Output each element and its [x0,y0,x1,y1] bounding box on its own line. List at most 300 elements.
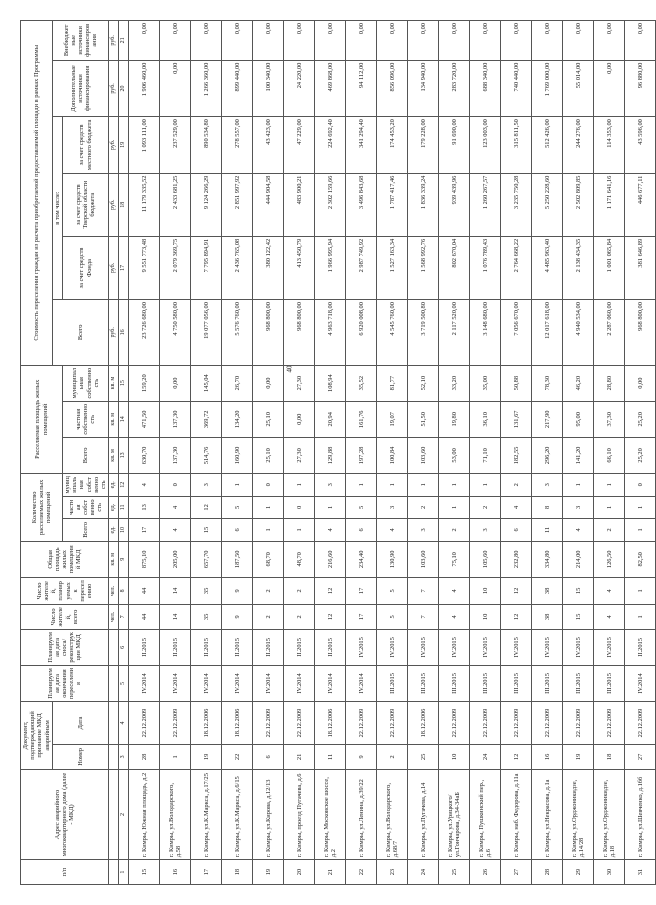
table-cell: 2 851 997,92 [222,173,253,236]
table-cell: 28 [129,744,160,769]
table-cell: 234,40 [346,541,377,577]
table-cell: 6 [346,519,377,542]
table-cell: 44 [129,604,160,629]
table-cell: 22.12.2009 [625,702,656,745]
table-cell: 3 [408,519,439,542]
table-cell: 4 [501,496,532,519]
table-cell: 381 646,89 [625,236,656,299]
table-cell: IV.2015 [501,629,532,665]
table-cell: 2 [253,577,284,604]
table-cell: 182,55 [501,437,532,473]
table-cell: 12 [501,604,532,629]
table-cell: 105,60 [470,541,501,577]
table-cell: 21 [284,744,315,769]
table-cell: 126,50 [594,541,625,577]
table-cell: 334,80 [532,541,563,577]
table-cell: 471,50 [129,401,160,437]
table-cell: 296,20 [532,437,563,473]
unit-cell [109,769,119,859]
table-cell: III.2015 [563,665,594,701]
table-cell: 0,00 [222,21,253,61]
table-cell: 2 [377,744,408,769]
table-cell: 939 439,96 [439,173,470,236]
table-cell: 1 527 163,34 [377,236,408,299]
table-cell: 22.12.2009 [594,702,625,745]
table-cell: 26 [470,860,501,885]
table-cell: 25,20 [625,437,656,473]
table-cell: 0,00 [346,21,377,61]
column-number-cell: 9 [119,541,129,577]
table-cell: 0 [253,473,284,496]
table-cell: 187,50 [222,541,253,577]
table-cell: 3 148 680,00 [470,300,501,366]
table-cell: 2 [284,604,315,629]
table-cell: 10 [439,744,470,769]
cost-incl-header: в том числе: [52,117,62,300]
table-cell: 22.12.2009 [501,702,532,745]
table-cell: 25,20 [625,401,656,437]
column-number-cell: 2 [119,769,129,859]
table-cell: 22.12.2009 [470,702,501,745]
table-cell: 0,00 [129,21,160,61]
table-cell: г. Кимры, ул.Шевченко, д.1бб [625,769,656,859]
table-cell: 3 [377,496,408,519]
table-cell: 55 014,00 [563,60,594,116]
table-cell: 0,00 [594,21,625,61]
table-cell: 2 138 434,35 [563,236,594,299]
table-cell: IV.2014 [284,665,315,701]
pp-header: п/п [21,860,109,885]
table-cell: 19 [563,744,594,769]
table-cell: 81,77 [377,365,408,401]
table-cell: 4 [129,473,160,496]
table-cell: IV.2015 [377,629,408,665]
column-number-cell: 7 [119,604,129,629]
table-cell: 1 [625,604,656,629]
table-cell: 4 545 760,00 [377,300,408,366]
table-cell: 20,94 [315,401,346,437]
table-cell: IV.2014 [625,665,656,701]
table-cell: 4 [594,577,625,604]
table-cell: IV.2014 [315,665,346,701]
table-cell: 75,10 [439,541,470,577]
table-cell: 100 340,00 [253,60,284,116]
unit-cell: ед. [109,519,119,542]
table-cell: 48,70 [284,541,315,577]
table-cell: 14 [160,577,191,604]
table-cell: 22.12.2009 [346,702,377,745]
table-cell: 19,07 [377,401,408,437]
column-number-cell: 5 [119,665,129,701]
table-cell: 6 920 008,00 [346,300,377,366]
table-cell: 0 [284,496,315,519]
table-cell: 15 [191,519,222,542]
table-cell: 2 764 668,22 [501,236,532,299]
table-cell: 1 [160,744,191,769]
table-cell: 71,10 [470,437,501,473]
table-cell: II.2015 [222,629,253,665]
table-cell: 78,30 [532,365,563,401]
table-cell: 2 287 060,00 [594,300,625,366]
table-cell: 315 811,50 [501,117,532,173]
table-cell: 278 557,00 [222,117,253,173]
table-cell: 25,10 [253,437,284,473]
column-number-cell: 20 [119,60,129,116]
table-cell: 51,50 [408,401,439,437]
table-cell: 38 [532,604,563,629]
table-cell: 1 093 111,00 [129,117,160,173]
table-cell: 0,00 [160,365,191,401]
table-cell: 2 502 809,85 [563,173,594,236]
table-cell: 1 836 339,24 [408,173,439,236]
table-cell: IV.2014 [191,665,222,701]
table-cell: 968 800,00 [625,300,656,366]
table-row [532,21,563,885]
table-cell: 12 [191,496,222,519]
table-cell: 35 [191,604,222,629]
table-cell: 13 [129,496,160,519]
table-cell: 4 [439,577,470,604]
table-cell: 17 [191,860,222,885]
table-cell: 1 [408,473,439,496]
table-cell: 5 [346,496,377,519]
column-number-cell: 21 [119,21,129,61]
table-cell: 8 [532,496,563,519]
table-cell: 14 [160,604,191,629]
table-cell: 23 726 680,00 [129,300,160,366]
column-number-cell: 18 [119,173,129,236]
table-cell: III.2015 [408,665,439,701]
unit-cell: руб. [109,60,119,116]
table-cell: г. Кимры, Пушкинский пер., д.6 [470,769,501,859]
table-row [315,21,346,885]
table-row [377,21,408,885]
column-number-cell: 8 [119,577,129,604]
table-cell: 514,76 [191,437,222,473]
table-cell: 3 496 843,68 [346,173,377,236]
table-cell: 12 [501,577,532,604]
doc-header: Документ, подтверждающий признание МКД аварийным [21,702,53,770]
table-cell: 3 [563,496,594,519]
table-cell: 197,28 [346,437,377,473]
table-cell: 1 [563,473,594,496]
table-cell: IV.2014 [160,665,191,701]
unit-cell: ед. [109,496,119,519]
table-cell: 19 [253,860,284,885]
table-cell: 5 [377,577,408,604]
table-cell: 66,10 [594,437,625,473]
table-cell: г. Кимры, ул.К.Маркса, д.6/15 [222,769,253,859]
table-cell: 28 [532,860,563,885]
column-number-cell: 12 [119,473,129,496]
table-cell: 114 353,00 [594,117,625,173]
table-cell: г. Кимры, ул.Урицкого/ул.Гончарова, д.34-34аБ [439,769,470,859]
table-cell: 129,88 [315,437,346,473]
table-cell: 7 [408,577,439,604]
table-cell: III.2015 [470,665,501,701]
table-cell: 1 260 267,57 [470,173,501,236]
table-cell: 134 940,00 [408,60,439,116]
table-cell: 27,30 [284,365,315,401]
table-cell: 7 795 894,91 [191,236,222,299]
table-cell: 27 [625,744,656,769]
table-cell: IV.2014 [129,665,160,701]
table-cell: IV.2015 [563,629,594,665]
table-row [408,21,439,885]
table-cell: 0,00 [594,60,625,116]
unit-cell [109,629,119,665]
table-cell: 2 [439,519,470,542]
unit-cell: руб. [109,117,119,173]
table-cell: 50,88 [501,365,532,401]
table-cell: II.2015 [284,629,315,665]
table-cell: 35,00 [470,365,501,401]
table-cell: 6 [501,519,532,542]
table-cell: 413 450,79 [284,236,315,299]
table-cell: 2 117 520,00 [439,300,470,366]
table-cell: 18.12.2006 [222,702,253,745]
unit-cell: кв. м [109,365,119,401]
unit-cell: кв. м [109,401,119,437]
table-cell: 341 294,40 [346,117,377,173]
table-cell: 43 596,00 [625,117,656,173]
table-cell: 103,60 [408,541,439,577]
table-cell: 22.12.2009 [377,702,408,745]
table-cell: г. Кимры, ул.К.Маркса, д.17/25 [191,769,222,859]
table-cell: 1 [625,577,656,604]
table-cell: 46,20 [563,365,594,401]
table-cell: г. Кимры, ул.Кирова, д.12/13 [253,769,284,859]
table-cell: 4 940 534,00 [563,300,594,366]
table-cell: г. Кимры, наб. Федорова, д.11а [501,769,532,859]
table-cell: 237 529,00 [160,117,191,173]
resettlement-table [20,20,656,885]
column-number-cell: 10 [119,519,129,542]
table-cell: 968 800,00 [284,300,315,366]
table-cell: 3 [470,519,501,542]
address-header: Адрес аварийного многоквартирного дома (далее - МКД) [21,769,109,859]
table-cell: 5 [222,496,253,519]
table-cell: 657,70 [191,541,222,577]
table-cell: 91 690,00 [439,117,470,173]
table-cell: 244 276,00 [563,117,594,173]
column-number-cell: 11 [119,496,129,519]
additional-header: Дополнительные источники финансирования [52,60,108,116]
table-cell: 18.12.2006 [191,702,222,745]
table-cell: 131,67 [501,401,532,437]
table-cell: 37,30 [594,401,625,437]
table-cell: 890 534,80 [191,117,222,173]
column-number-cell: 14 [119,401,129,437]
table-cell: 483 900,21 [284,173,315,236]
table-cell: 23 [377,860,408,885]
table-cell: 174 453,20 [377,117,408,173]
table-cell: 137,30 [160,437,191,473]
table-cell: 137,30 [160,401,191,437]
unit-cell: чел. [109,577,119,604]
table-cell: 4 [315,519,346,542]
table-cell: 1 [253,519,284,542]
table-cell: 444 904,58 [253,173,284,236]
table-cell: 0,00 [439,21,470,61]
table-cell: 2 433 681,25 [160,173,191,236]
table-cell: 2 302 159,66 [315,173,346,236]
table-cell: 36,10 [470,401,501,437]
table-cell: 22 [222,744,253,769]
table-cell: 1 [439,473,470,496]
table-cell: 19 [191,744,222,769]
table-cell: 22.12.2009 [284,702,315,745]
table-cell: 216,60 [315,541,346,577]
table-cell: IV.2015 [470,629,501,665]
table-cell: 4 963 718,00 [315,300,346,366]
table-cell: 2 [284,577,315,604]
table-row [346,21,377,885]
table-cell: 0,00 [532,21,563,61]
table-cell: 0 [625,473,656,496]
table-cell: 899 440,00 [222,60,253,116]
table-cell: 1 [377,473,408,496]
table-cell: 205,00 [160,541,191,577]
table-cell: 18 [222,860,253,885]
table-cell: 1 [625,519,656,542]
table-cell: 0,00 [253,21,284,61]
table-row [594,21,625,885]
table-cell: 4 [594,604,625,629]
table-cell: 9 [222,604,253,629]
table-cell: 3 719 500,80 [408,300,439,366]
planned-resettle-header: Планируемая дата окончания переселения [21,665,109,701]
count-total-header: Всего [63,519,109,542]
table-cell: 100,84 [377,437,408,473]
table-cell: 2 079 369,75 [160,236,191,299]
table-row [253,21,284,885]
table-cell: 10 [470,577,501,604]
table-cell: г. Кимры, ул.Некрасова, д.1а [532,769,563,859]
table-cell: 214,00 [563,541,594,577]
table-cell: 15 [129,860,160,885]
table-cell: 630,70 [129,437,160,473]
table-cell: 134,20 [222,401,253,437]
table-cell: г. Кимры, ул.Орджоникидзе, д.18 [594,769,625,859]
table-cell: 12 [315,577,346,604]
table-cell: IV.2015 [532,629,563,665]
total-area-header: Общая площадь жилых помещений МКД [21,541,109,577]
area-municipal-header: муниципальная собственность [63,365,109,401]
table-cell: 380 122,42 [253,236,284,299]
table-cell: 123 003,00 [470,117,501,173]
area-total-header: Всего [63,437,109,473]
table-cell: 15 [563,577,594,604]
table-cell: 7 [408,604,439,629]
extrabudget-header: Внебюджетные источники финансирования [52,21,108,61]
table-cell: 10 [470,604,501,629]
unit-cell: руб. [109,300,119,366]
table-cell: III.2015 [439,665,470,701]
table-cell: 1 [594,496,625,519]
table-cell: 5 576 760,00 [222,300,253,366]
table-cell: 1 [222,473,253,496]
table-cell: 47 229,00 [284,117,315,173]
table-cell: 96 880,00 [625,60,656,116]
table-cell: 35 [191,577,222,604]
table-cell: г. Кимры, ул.Володарского, д.68/7 [377,769,408,859]
table-cell: 0,00 [160,21,191,61]
fund-header: за счет средств Фонда [63,236,109,299]
table-cell: 4 750 580,00 [160,300,191,366]
table-cell: 856 096,00 [377,60,408,116]
table-cell: 4 485 963,40 [532,236,563,299]
table-cell: 11 [532,519,563,542]
unit-cell [109,744,119,769]
table-row [439,21,470,885]
table-cell: 369,72 [191,401,222,437]
table-cell: г. Кимры, Московское шоссе, д.2 [315,769,346,859]
table-cell: 446 677,11 [625,173,656,236]
table-cell: 11 179 335,52 [129,173,160,236]
table-cell: 25 [439,860,470,885]
table-cell: II.2015 [625,629,656,665]
column-number-cell: 6 [119,629,129,665]
table-cell: 179 228,00 [408,117,439,173]
table-cell: 9 [346,744,377,769]
table-cell: 17 [129,519,160,542]
table-cell: 0,00 [160,60,191,116]
table-cell: 11 [315,744,346,769]
table-cell: 3 235 750,28 [501,173,532,236]
table-cell: 18.12.2006 [315,702,346,745]
table-row [129,21,160,885]
local-header: за счет средств местного бюджета [63,117,109,173]
table-cell: 1 906 460,00 [129,60,160,116]
table-cell: 19,80 [439,401,470,437]
table-cell: IV.2015 [346,629,377,665]
table-cell: 1 [315,496,346,519]
column-number-cell: 16 [119,300,129,366]
table-cell: 283 720,00 [439,60,470,116]
table-cell: г. Кимры, ул.Орджоникидзе, д.14/28 [563,769,594,859]
table-cell: г. Кимры, Южная площадь, д.2 [129,769,160,859]
table-cell: 52,10 [408,365,439,401]
count-municipal-header: муниципальная собственность [63,473,109,496]
table-cell: 232,80 [501,541,532,577]
region-header: за счет средств Тверской области бюджета [63,173,109,236]
table-cell: IV.2014 [253,665,284,701]
table-cell: 1 266 360,00 [191,60,222,116]
table-cell: 2 436 765,08 [222,236,253,299]
table-cell: 4 [160,519,191,542]
table-cell: 9 551 773,48 [129,236,160,299]
table-cell: 2 987 749,92 [346,236,377,299]
table-cell: 145,04 [191,365,222,401]
table-cell: 130,90 [377,541,408,577]
table-cell: 9 [222,577,253,604]
table-cell: II.2015 [315,629,346,665]
table-cell: 159,20 [129,365,160,401]
table-cell: 22 [346,860,377,885]
table-cell: 469 868,00 [315,60,346,116]
table-cell: 1 [439,496,470,519]
table-cell: II.2015 [160,629,191,665]
column-number-cell: 1 [119,860,129,885]
table-cell: 25,10 [253,401,284,437]
table-cell: 43 423,00 [253,117,284,173]
column-numbers-row [119,21,129,885]
table-cell: 25 [408,744,439,769]
page-number: 40 [285,365,294,373]
column-number-cell: 3 [119,744,129,769]
table-cell: 15 [563,604,594,629]
